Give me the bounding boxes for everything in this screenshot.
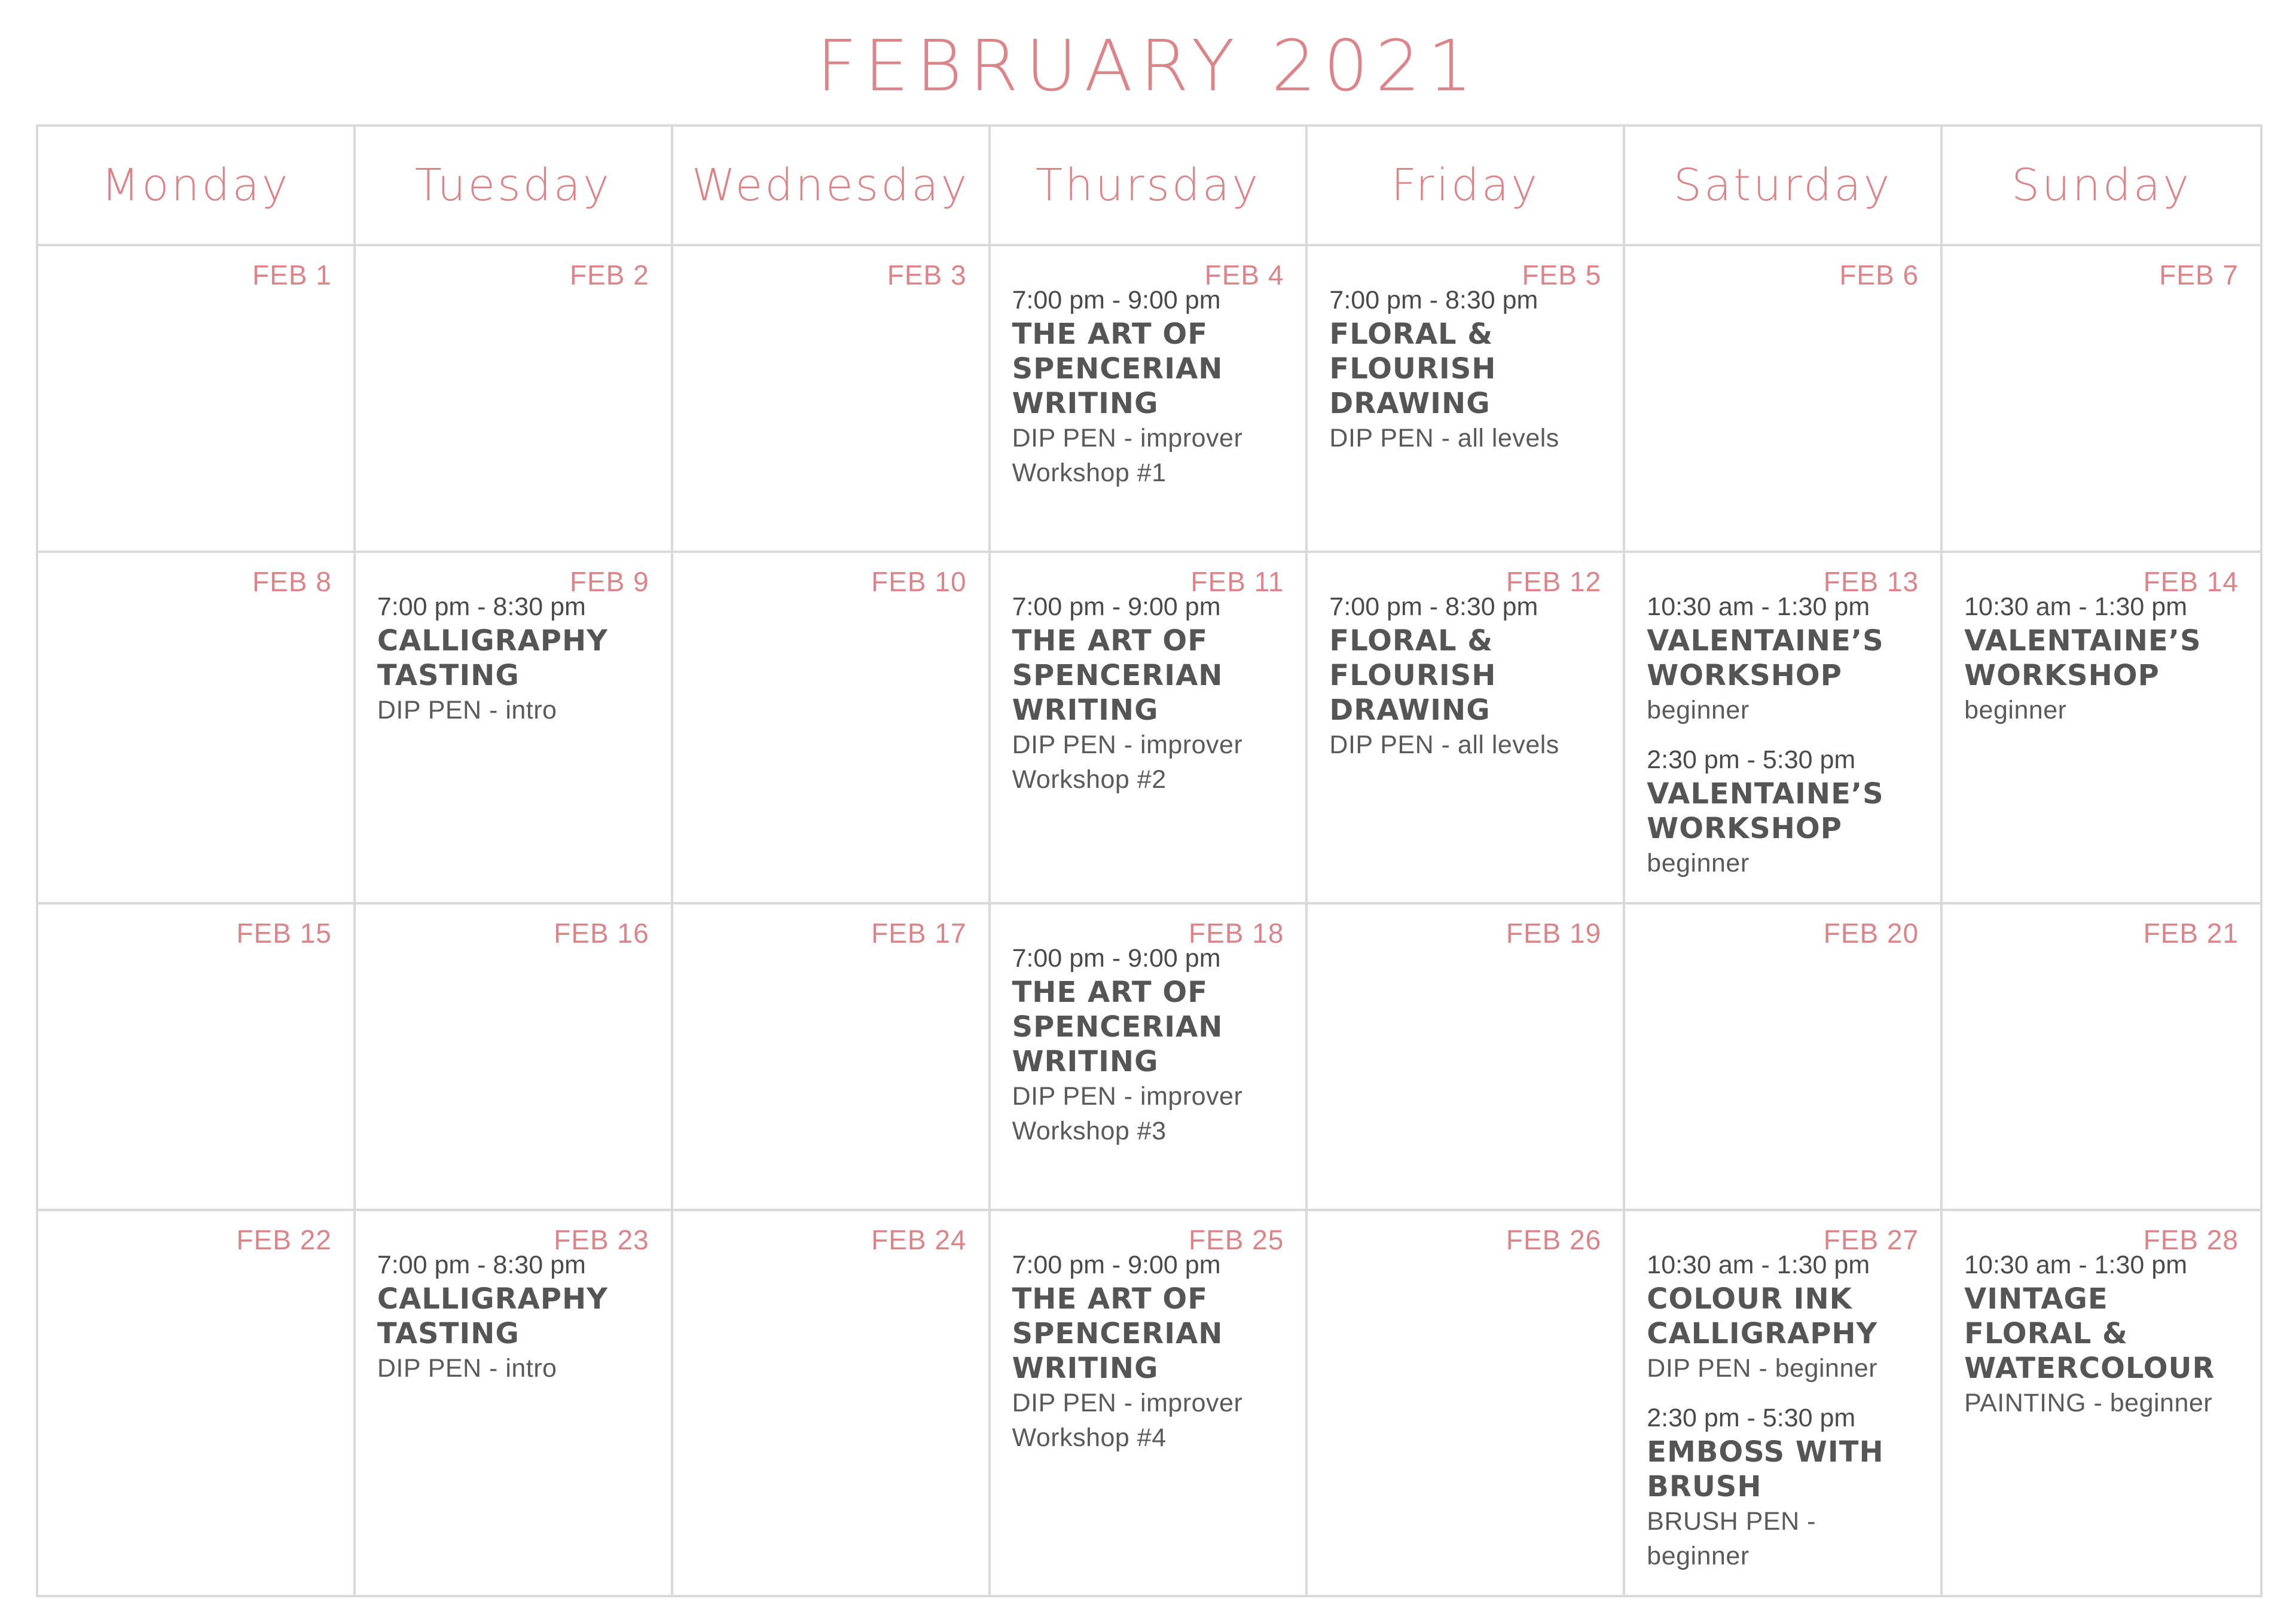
event-detail: Workshop #2 [1012, 765, 1167, 794]
event-title: VALENTAINE’S WORKSHOP [1964, 624, 2202, 692]
day-cell [673, 553, 991, 904]
day-header-wednesday: Wednesday [673, 127, 991, 246]
date-label: FEB 14 [2143, 566, 2239, 597]
event-list [377, 1248, 652, 1386]
day-header-monday: Monday [38, 127, 356, 246]
event-time: 10:30 am - 1:30 pm [1964, 1251, 2188, 1279]
event-detail: DIP PEN - improver [1012, 1082, 1243, 1111]
event-time: 10:30 am - 1:30 pm [1647, 1251, 1870, 1279]
day-cell [356, 246, 673, 553]
date-label: FEB 13 [1823, 566, 1919, 597]
event-title: FLORAL & FLOURISH DRAWING [1329, 624, 1497, 727]
event-detail: DIP PEN - beginner [1647, 1354, 1878, 1383]
event-item[interactable] [1964, 1248, 2241, 1420]
date-label: FEB 17 [871, 918, 967, 949]
event-item[interactable] [1647, 1401, 1921, 1573]
event-list [1329, 283, 1604, 456]
day-header-sunday: Sunday [1943, 127, 2260, 246]
day-cell [673, 1211, 991, 1595]
day-cell [1625, 1211, 1943, 1595]
event-list [1012, 590, 1287, 797]
date-label: FEB 21 [2143, 918, 2239, 949]
event-item[interactable] [1012, 942, 1287, 1148]
date-label: FEB 28 [2143, 1224, 2239, 1255]
event-detail: DIP PEN - all levels [1329, 424, 1559, 453]
date-label: FEB 4 [1204, 259, 1284, 291]
event-list [1964, 590, 2241, 728]
date-label: FEB 5 [1522, 259, 1602, 291]
event-list [1012, 1248, 1287, 1455]
date-label: FEB 6 [1839, 259, 1919, 291]
event-item[interactable] [1964, 590, 2241, 728]
event-title: VALENTAINE’S WORKSHOP [1647, 624, 1884, 692]
date-label: FEB 25 [1189, 1224, 1284, 1255]
day-cell [356, 553, 673, 904]
date-label: FEB 24 [871, 1224, 967, 1255]
page-title: FEBRUARY 2021 [816, 25, 1480, 107]
date-label: FEB 2 [569, 259, 649, 291]
event-time: 7:00 pm - 9:00 pm [1012, 944, 1221, 973]
date-label: FEB 11 [1190, 566, 1284, 597]
event-list [1012, 942, 1287, 1148]
event-item[interactable] [1647, 1248, 1921, 1386]
event-item[interactable] [1329, 283, 1604, 456]
event-list [1012, 283, 1287, 490]
event-time: 7:00 pm - 9:00 pm [1012, 592, 1221, 621]
event-time: 2:30 pm - 5:30 pm [1647, 1404, 1856, 1432]
event-time: 10:30 am - 1:30 pm [1964, 592, 2188, 621]
event-item[interactable] [1647, 590, 1921, 728]
event-list [1329, 590, 1604, 762]
date-label: FEB 3 [887, 259, 967, 291]
date-label: FEB 22 [236, 1224, 332, 1255]
event-title: THE ART OF SPENCERIAN WRITING [1012, 624, 1223, 727]
date-label: FEB 18 [1189, 918, 1284, 949]
event-item[interactable] [377, 1248, 652, 1386]
event-list [1647, 1248, 1921, 1573]
event-detail: Workshop #4 [1012, 1423, 1167, 1452]
day-cell [991, 904, 1308, 1211]
event-detail: beginner [1647, 849, 1750, 878]
day-cell [673, 246, 991, 553]
event-detail: beginner [1647, 696, 1750, 725]
event-title: CALLIGRAPHY TASTING [377, 1282, 608, 1350]
day-cell [1625, 246, 1943, 553]
day-cell [991, 553, 1308, 904]
date-label: FEB 15 [236, 918, 332, 949]
day-cell [38, 1211, 356, 1595]
event-title: VALENTAINE’S WORKSHOP [1647, 777, 1884, 845]
event-title: FLORAL & FLOURISH DRAWING [1329, 317, 1497, 420]
date-label: FEB 7 [2159, 259, 2239, 291]
day-cell [38, 553, 356, 904]
event-title: THE ART OF SPENCERIAN WRITING [1012, 976, 1223, 1078]
event-title: COLOUR INK CALLIGRAPHY [1647, 1282, 1878, 1350]
event-detail: DIP PEN - intro [377, 696, 557, 725]
event-time: 7:00 pm - 8:30 pm [1329, 592, 1538, 621]
day-cell [356, 1211, 673, 1595]
day-cell [1308, 1211, 1625, 1595]
event-title: THE ART OF SPENCERIAN WRITING [1012, 317, 1223, 420]
date-label: FEB 20 [1823, 918, 1919, 949]
date-label: FEB 8 [252, 566, 332, 597]
day-cell [38, 904, 356, 1211]
day-header-thursday: Thursday [991, 127, 1308, 246]
event-list [377, 590, 652, 728]
event-detail: beginner [1964, 696, 2067, 725]
event-time: 7:00 pm - 9:00 pm [1012, 286, 1221, 314]
date-label: FEB 27 [1823, 1224, 1919, 1255]
event-time: 7:00 pm - 8:30 pm [1329, 286, 1538, 314]
event-title: VINTAGE FLORAL & WATERCOLOUR [1964, 1282, 2215, 1385]
day-cell [1625, 553, 1943, 904]
day-cell [1308, 246, 1625, 553]
day-cell [38, 246, 356, 553]
day-header-friday: Friday [1308, 127, 1625, 246]
day-cell [1308, 904, 1625, 1211]
date-label: FEB 26 [1506, 1224, 1602, 1255]
day-cell [356, 904, 673, 1211]
date-label: FEB 23 [554, 1224, 649, 1255]
event-detail: Workshop #3 [1012, 1117, 1167, 1145]
day-cell [1308, 553, 1625, 904]
event-detail: DIP PEN - intro [377, 1354, 557, 1383]
day-cell [673, 904, 991, 1211]
event-time: 7:00 pm - 9:00 pm [1012, 1251, 1221, 1279]
event-list [1647, 590, 1921, 881]
date-label: FEB 1 [252, 259, 332, 291]
event-item[interactable] [1329, 590, 1604, 762]
event-item[interactable] [1647, 743, 1921, 881]
event-time: 7:00 pm - 8:30 pm [377, 1251, 586, 1279]
day-cell [1943, 1211, 2260, 1595]
date-label: FEB 12 [1506, 566, 1602, 597]
event-time: 7:00 pm - 8:30 pm [377, 592, 586, 621]
event-title: EMBOSS WITH BRUSH [1647, 1435, 1884, 1503]
event-detail: BRUSH PEN - beginner [1647, 1507, 1816, 1570]
event-detail: DIP PEN - improver [1012, 424, 1243, 453]
date-label: FEB 9 [569, 566, 649, 597]
date-label: FEB 19 [1506, 918, 1602, 949]
day-cell [991, 1211, 1308, 1595]
event-title: CALLIGRAPHY TASTING [377, 624, 608, 692]
day-header-tuesday: Tuesday [356, 127, 673, 246]
calendar-grid [36, 124, 2263, 1597]
event-title: THE ART OF SPENCERIAN WRITING [1012, 1282, 1223, 1385]
event-detail: Workshop #1 [1012, 459, 1167, 487]
event-detail: DIP PEN - improver [1012, 1389, 1243, 1417]
event-item[interactable] [377, 590, 652, 728]
event-time: 10:30 am - 1:30 pm [1647, 592, 1870, 621]
day-cell [1943, 904, 2260, 1211]
event-item[interactable] [1012, 1248, 1287, 1455]
day-cell [1943, 553, 2260, 904]
date-label: FEB 10 [871, 566, 967, 597]
date-label: FEB 16 [554, 918, 649, 949]
event-item[interactable] [1012, 283, 1287, 490]
event-list [1964, 1248, 2241, 1420]
day-cell [991, 246, 1308, 553]
event-detail: DIP PEN - all levels [1329, 730, 1559, 759]
day-header-saturday: Saturday [1625, 127, 1943, 246]
day-cell [1943, 246, 2260, 553]
event-item[interactable] [1012, 590, 1287, 797]
day-cell [1625, 904, 1943, 1211]
event-detail: PAINTING - beginner [1964, 1389, 2213, 1417]
event-time: 2:30 pm - 5:30 pm [1647, 745, 1856, 774]
event-detail: DIP PEN - improver [1012, 730, 1243, 759]
